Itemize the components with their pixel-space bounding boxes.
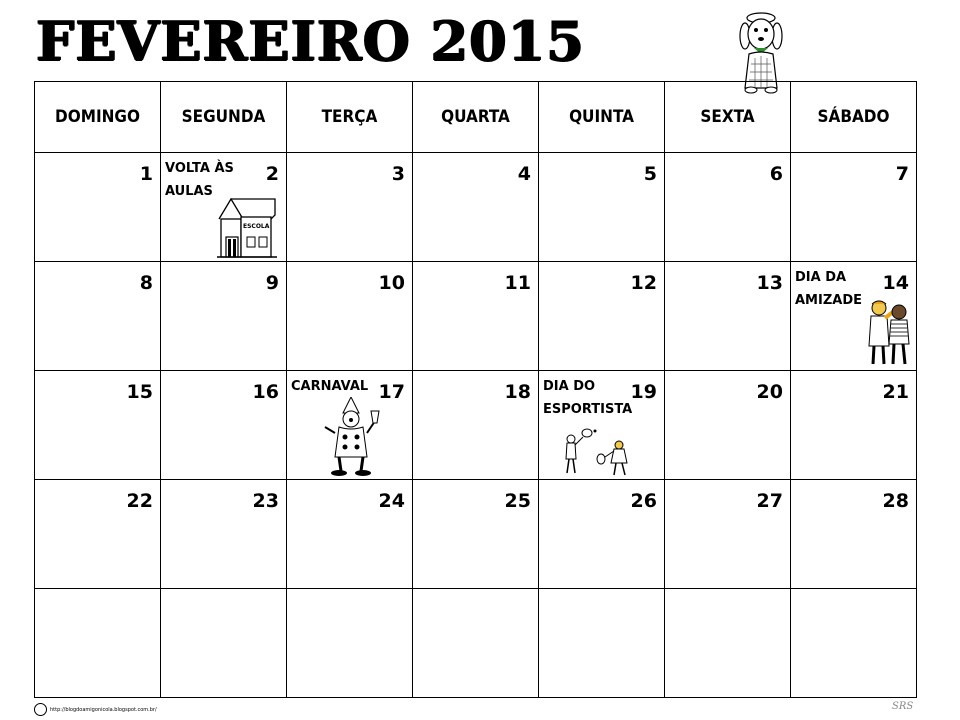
day-cell — [791, 262, 917, 371]
footer-credit — [34, 702, 157, 718]
event-volta-as-aulas: VOLTA ÀS AULAS — [165, 161, 234, 199]
day-number: 9 — [265, 272, 279, 294]
week-row — [35, 589, 917, 698]
day-cell — [287, 262, 413, 371]
day-cell — [539, 480, 665, 589]
day-cell — [539, 262, 665, 371]
day-number: 28 — [882, 490, 909, 512]
week-row — [35, 262, 917, 371]
weekday-quarta: QUARTA — [413, 82, 539, 153]
weekday-segunda: SEGUNDA — [161, 82, 287, 153]
day-number: 11 — [504, 272, 531, 294]
day-number: 7 — [895, 163, 909, 185]
day-cell — [665, 371, 791, 480]
day-number: 23 — [252, 490, 279, 512]
day-number: 18 — [504, 381, 531, 403]
weekday-sabado: SÁBADO — [791, 82, 917, 153]
day-cell — [413, 262, 539, 371]
day-cell — [791, 480, 917, 589]
weekday-quinta: QUINTA — [539, 82, 665, 153]
day-number: 12 — [630, 272, 657, 294]
day-cell — [287, 371, 413, 480]
day-number: 26 — [630, 490, 657, 512]
day-cell-empty — [287, 589, 413, 698]
day-cell — [539, 371, 665, 480]
day-number: 16 — [252, 381, 279, 403]
day-cell — [35, 480, 161, 589]
day-number: 10 — [378, 272, 405, 294]
day-number: 17 — [378, 381, 405, 403]
day-cell — [791, 371, 917, 480]
day-cell — [665, 153, 791, 262]
day-number: 20 — [756, 381, 783, 403]
day-number: 24 — [378, 490, 405, 512]
clown-icon — [321, 397, 381, 477]
event-dia-do-esportista: DIA DO ESPORTISTA — [543, 379, 633, 417]
day-number: 1 — [139, 163, 153, 185]
weekday-header-row — [35, 82, 917, 153]
day-cell-empty — [665, 589, 791, 698]
day-cell-empty — [539, 589, 665, 698]
weekday-sexta: SEXTA — [665, 82, 791, 153]
day-cell — [665, 480, 791, 589]
event-dia-da-amizade: DIA DA AMIZADE — [795, 270, 862, 308]
day-cell — [413, 480, 539, 589]
day-number: 13 — [756, 272, 783, 294]
day-cell — [161, 262, 287, 371]
day-number: 19 — [630, 381, 657, 403]
day-cell — [161, 371, 287, 480]
day-cell-empty — [161, 589, 287, 698]
day-number: 15 — [126, 381, 153, 403]
week-row — [35, 371, 917, 480]
week-row — [35, 153, 917, 262]
day-number: 27 — [756, 490, 783, 512]
day-cell — [413, 371, 539, 480]
day-number: 4 — [517, 163, 531, 185]
day-cell-empty — [35, 589, 161, 698]
footer-url: http://blogdoamigonicola.blogspot.com.br/ — [50, 707, 157, 713]
day-number: 25 — [504, 490, 531, 512]
day-cell — [35, 262, 161, 371]
day-cell — [287, 153, 413, 262]
day-cell — [161, 480, 287, 589]
weekday-domingo: DOMINGO — [35, 82, 161, 153]
week-row — [35, 480, 917, 589]
day-number: 22 — [126, 490, 153, 512]
day-cell-empty — [413, 589, 539, 698]
day-number: 3 — [391, 163, 405, 185]
day-number: 5 — [643, 163, 657, 185]
day-cell-empty — [791, 589, 917, 698]
tennis-players-icon — [559, 427, 641, 477]
day-number: 14 — [882, 272, 909, 294]
calendar-title: FEVEREIRO 2015 — [36, 9, 585, 73]
day-cell — [413, 153, 539, 262]
weekday-terca: TERÇA — [287, 82, 413, 153]
day-cell — [35, 371, 161, 480]
school-building-icon — [217, 193, 279, 259]
day-number: 6 — [769, 163, 783, 185]
day-cell — [35, 153, 161, 262]
day-cell — [287, 480, 413, 589]
day-number: 21 — [882, 381, 909, 403]
friends-icon — [863, 298, 915, 366]
calendar-grid — [34, 81, 917, 698]
day-cell — [665, 262, 791, 371]
blog-logo-icon — [34, 703, 47, 716]
school-sign: ESCOLA — [243, 223, 270, 230]
day-cell — [791, 153, 917, 262]
event-carnaval: CARNAVAL — [291, 379, 369, 394]
artist-signature: SRS — [892, 701, 914, 712]
day-cell — [539, 153, 665, 262]
day-number: 8 — [139, 272, 153, 294]
day-number: 2 — [265, 163, 279, 185]
day-cell — [161, 153, 287, 262]
